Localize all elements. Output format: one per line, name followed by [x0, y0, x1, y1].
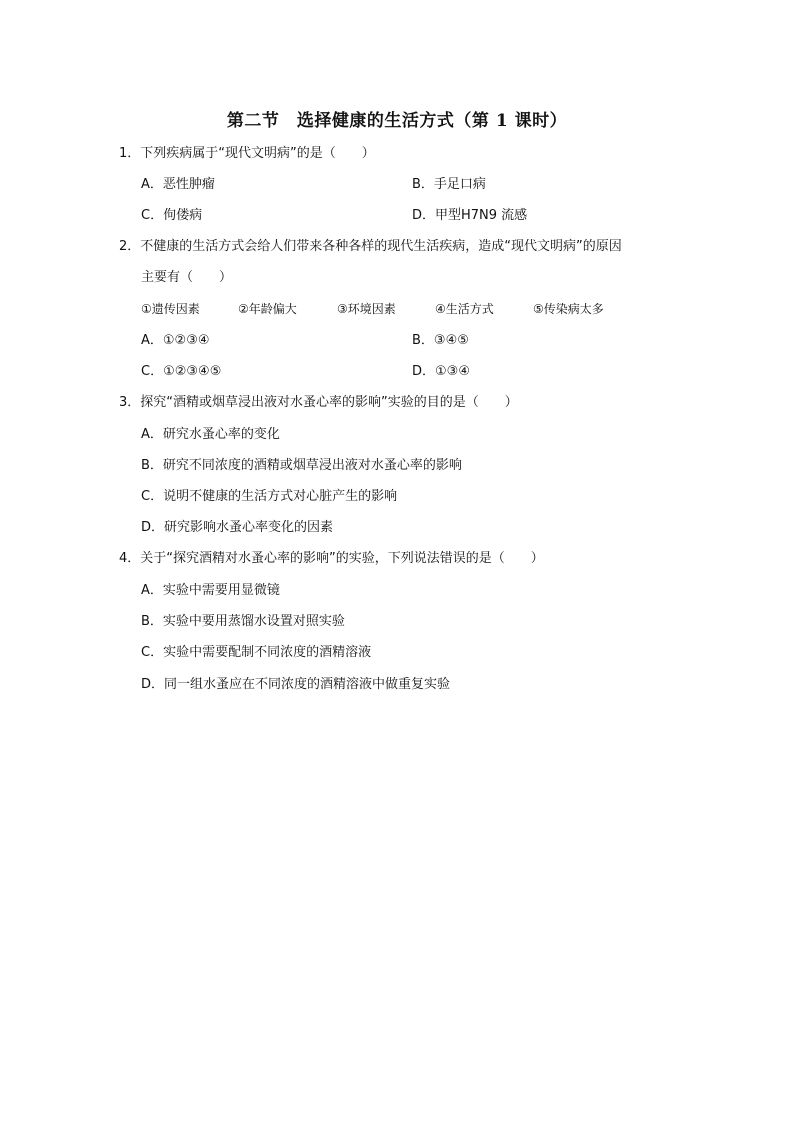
question-4-stem: 4．关于“探究酒精对水蚤心率的影响”的实验，下列说法错误的是（ ）	[119, 551, 544, 566]
question-2-option-d: D．①③④	[412, 364, 470, 379]
question-1-option-c: C．佝偻病	[141, 208, 203, 223]
question-1-option-a: A．恶性肿瘤	[141, 177, 215, 192]
question-2-option-a: A．①②③④	[141, 333, 210, 348]
question-3-option-b: B．研究不同浓度的酒精或烟草浸出液对水蚤心率的影响	[141, 458, 462, 473]
question-1-option-b: B．手足口病	[412, 177, 486, 192]
question-3-stem: 3．探究“酒精或烟草浸出液对水蚤心率的影响”实验的目的是（ ）	[119, 395, 518, 410]
question-1-stem: 1．下列疾病属于“现代文明病”的是（ ）	[119, 146, 375, 161]
question-2-stem: 2．不健康的生活方式会给人们带来各种各样的现代生活疾病，造成“现代文明病”的原因	[119, 239, 622, 254]
question-1-option-d: D．甲型H7N9 流感	[412, 208, 528, 223]
question-2-item-4: ④生活方式	[435, 302, 494, 316]
question-4-option-c: C．实验中需要配制不同浓度的酒精溶液	[141, 645, 372, 660]
question-4-option-d: D．同一组水蚤应在不同浓度的酒精溶液中做重复实验	[141, 677, 451, 692]
question-2-item-2: ②年龄偏大	[238, 302, 297, 316]
question-3-option-d: D．研究影响水蚤心率变化的因素	[141, 520, 334, 535]
question-4-option-b: B．实验中要用蒸馏水设置对照实验	[141, 614, 345, 629]
page-title: 第二节 选择健康的生活方式（第 1 课时）	[226, 111, 568, 131]
question-3-option-a: A．研究水蚤心率的变化	[141, 427, 280, 442]
question-2-item-3: ③环境因素	[337, 302, 396, 316]
question-2-stem-continued: 主要有（ ）	[141, 270, 233, 285]
question-2-option-c: C．①②③④⑤	[141, 364, 222, 379]
question-4-option-a: A．实验中需要用显微镜	[141, 583, 280, 598]
question-2-option-b: B．③④⑤	[412, 333, 469, 348]
question-2-item-1: ①遗传因素	[141, 302, 200, 316]
question-3-option-c: C．说明不健康的生活方式对心脏产生的影响	[141, 489, 398, 504]
question-2-item-5: ⑤传染病太多	[533, 302, 604, 316]
